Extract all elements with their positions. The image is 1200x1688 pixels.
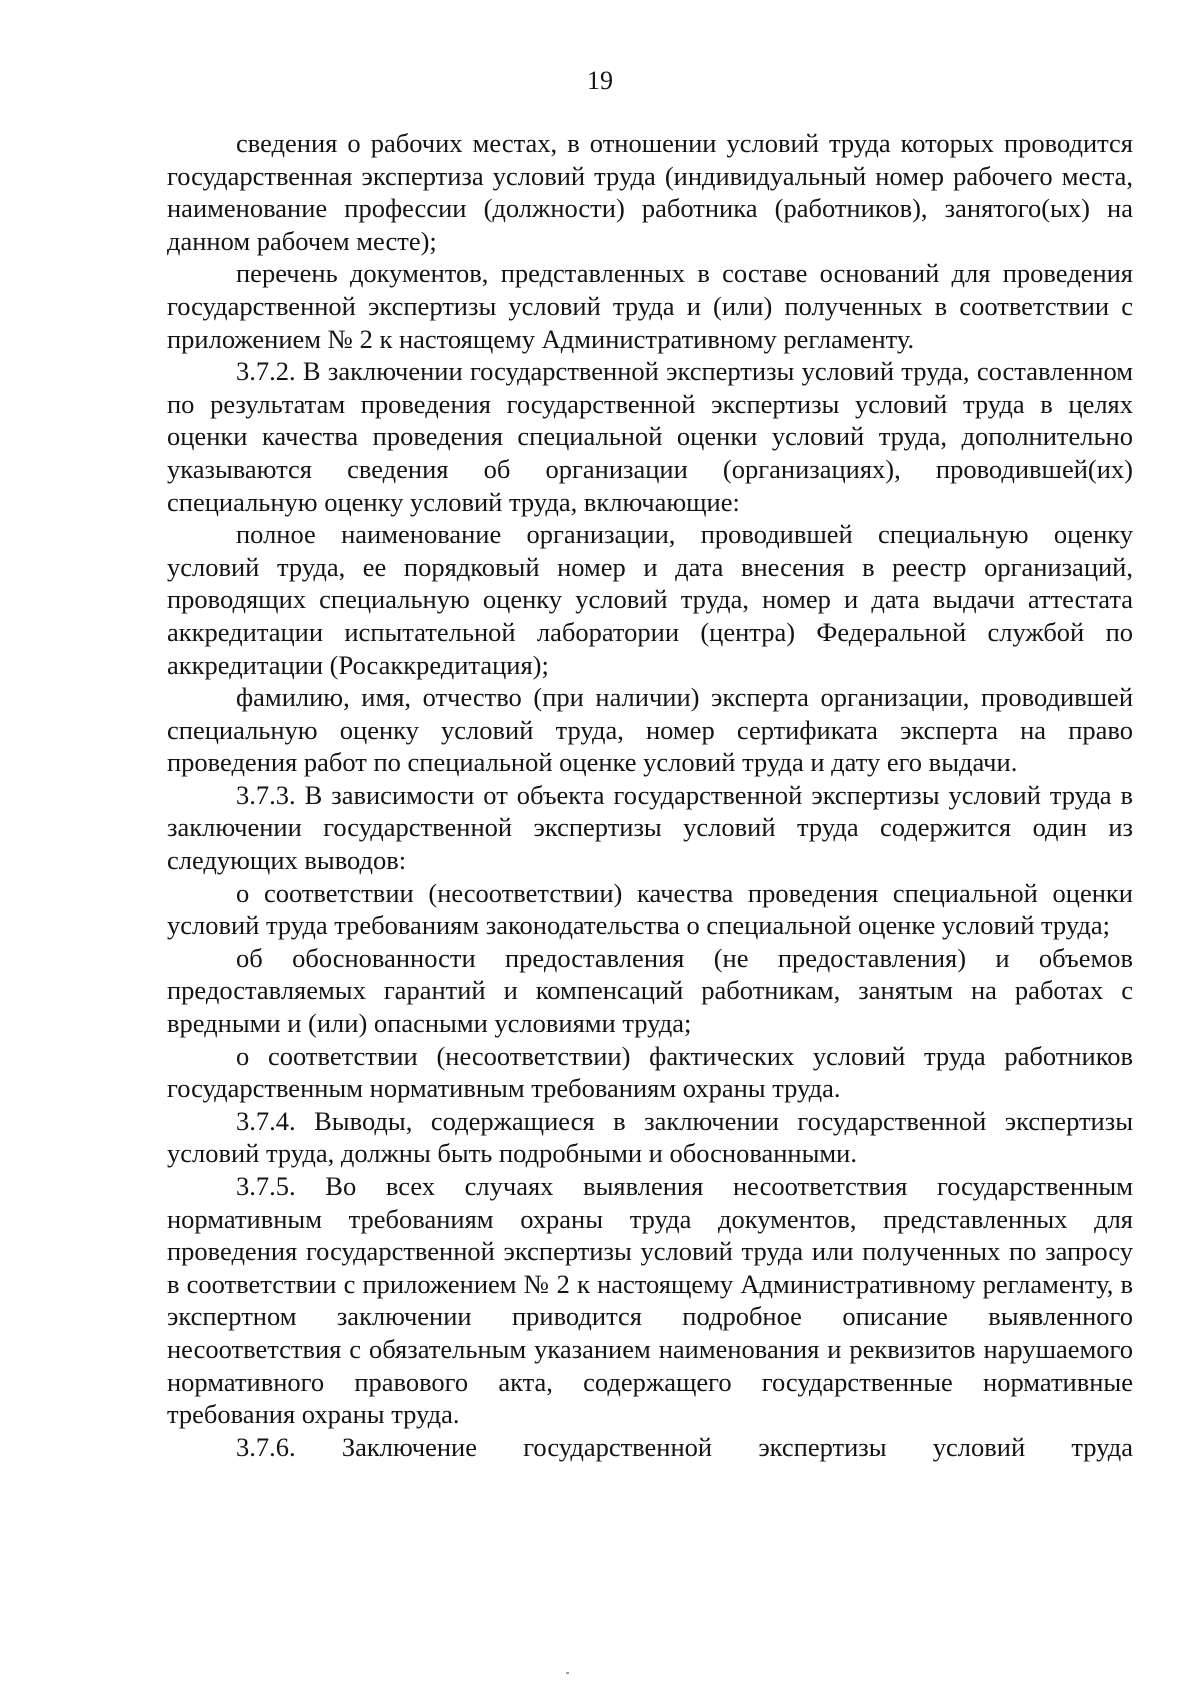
paragraph-3-7-2: 3.7.2. В заключении государственной экспертизы условий труда, составленном по результатам проведения государственной экспертизы условий труда в целях оценки качества проведения специальной оценки условий труда, дополнительно указываются сведения об организации (организациях), проводившей(их) специальную оценку условий труда, включающие: (167, 356, 1133, 517)
paragraph-conclusion-quality: о соответствии (несоответствии) качества проведения специальной оценки условий труда требованиям законодательства о специальной оценке условий труда; (167, 877, 1133, 941)
paragraph-conclusion-conditions: о соответствии (несоответствии) фактических условий труда работников государственным нормативным требованиям охраны труда. (167, 1040, 1133, 1104)
paragraph-3-7-5: 3.7.5. Во всех случаях выявления несоответствия государственным нормативным требованиям охраны труда документов, представленных для проведения государственной экспертизы условий труда или полученных по запросу в соответствии с приложением № 2 к настоящему Административному регламенту, в экспертном заключении приводится подробное описание выявленного несоответствия с обязательным указанием наименования и реквизитов нарушаемого нормативного правового акта, содержащего государственные нормативные требования охраны труда. (167, 1171, 1133, 1430)
paragraph-workplace-info: сведения о рабочих местах, в отношении условий труда которых проводится государственная экспертиза условий труда (индивидуальный номер рабочего места, наименование профессии (должности) работника (работников), занятого(ых) на данном рабочем месте); (167, 128, 1133, 256)
page-number: 19 (587, 66, 613, 95)
paragraph-expert-name: фамилию, имя, отчество (при наличии) эксперта организации, проводившей специальную оценку условий труда, номер сертификата эксперта на право проведения работ по специальной оценке условий труда и дату его выдачи. (167, 682, 1133, 778)
scan-speck (566, 1672, 569, 1674)
paragraph-documents-list: перечень документов, представленных в составе оснований для проведения государственной экспертизы условий труда и (или) полученных в соответствии с приложением № 2 к настоящему Административному регламенту. (167, 258, 1133, 354)
paragraph-organization-name: полное наименование организации, проводившей специальную оценку условий труда, ее порядковый номер и дата внесения в реестр организаций, проводящих специальную оценку условий труда, номер и дата выдачи аттестата аккредитации испытательной лаборатории (центра) Федеральной службой по аккредитации (Росаккредитация); (167, 519, 1133, 680)
paragraph-3-7-6: 3.7.6. Заключение государственной экспертизы условий труда (236, 1431, 1133, 1462)
paragraph-3-7-4: 3.7.4. Выводы, содержащиеся в заключении государственной экспертизы условий труда, должны быть подробными и обоснованными. (167, 1105, 1133, 1169)
document-body (167, 127, 1133, 1463)
paragraph-conclusion-guarantees: об обоснованности предоставления (не предоставления) и объемов предоставляемых гарантий и компенсаций работникам, занятым на работах с вредными и (или) опасными условиями труда; (167, 942, 1133, 1039)
paragraph-3-7-3: 3.7.3. В зависимости от объекта государственной экспертизы условий труда в заключении государственной экспертизы условий труда содержится один из следующих выводов: (167, 779, 1133, 876)
